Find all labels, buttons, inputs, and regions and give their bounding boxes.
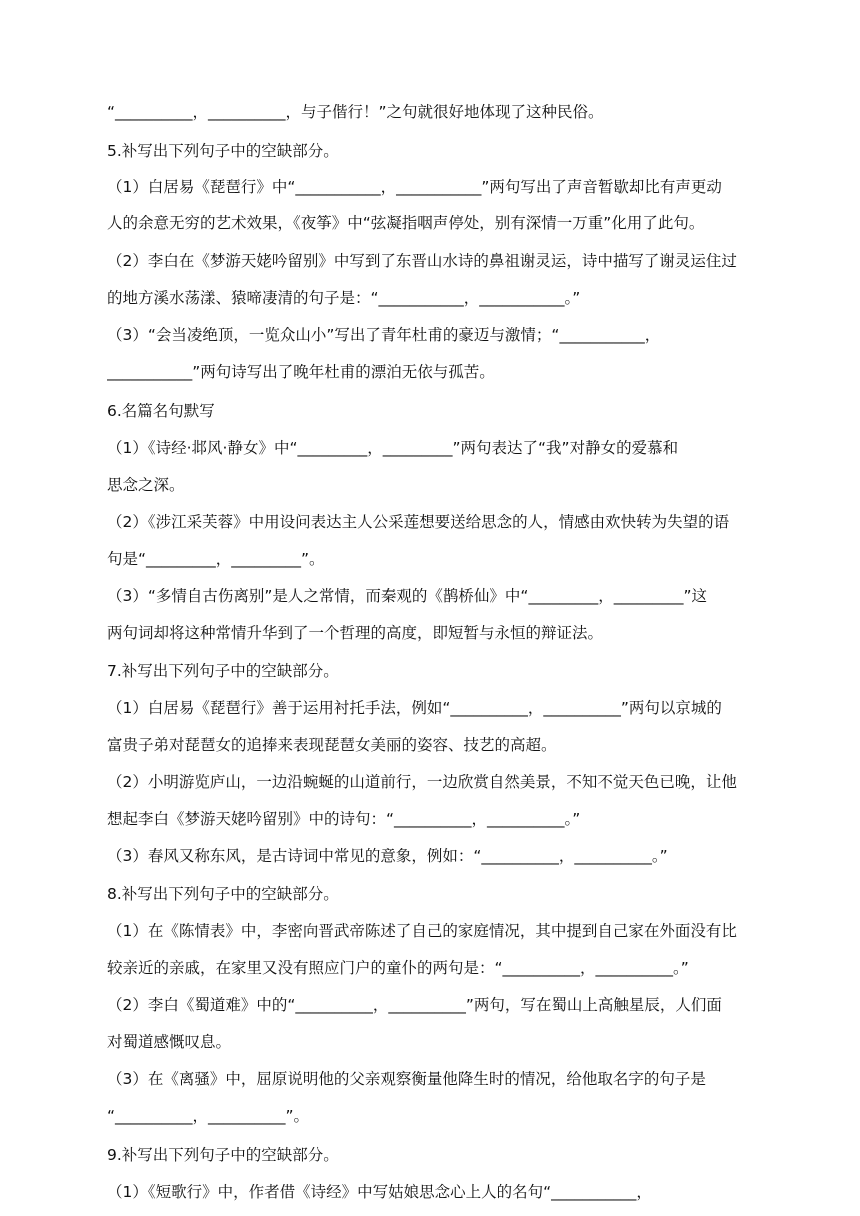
text-line: 两句词却将这种常情升华到了一个哲理的高度，即短暂与永恒的辩证法。 [107, 624, 604, 642]
question-heading: 6.名篇名句默写 [107, 402, 215, 420]
text-line: 对蜀道感慨叹息。 [107, 1033, 232, 1051]
text-line: ___________”两句诗写出了晚年杜甫的漂泊无依与孤苦。 [107, 363, 495, 381]
text-line: （1）在《陈情表》中，李密向晋武帝陈述了自己的家庭情况，其中提到自己家在外面没有比 [107, 922, 737, 940]
text-line: “__________，__________”。 [107, 1107, 310, 1125]
text-line: （3）在《离骚》中，屈原说明他的父亲观察衡量他降生时的情况，给他取名字的句子是 [107, 1070, 706, 1088]
text-line: 句是“_________，_________”。 [107, 550, 325, 568]
text-line: 富贵子弟对琵琶女的追捧来表现琵琶女美丽的姿容、技艺的高超。 [107, 736, 557, 754]
text-line: “__________，__________，与子偕行！”之句就很好地体现了这种民俗。 [107, 103, 604, 121]
text-line: （1）《诗经·邶风·静女》中“_________，_________”两句表达了“我”对静女的爱慕和 [107, 439, 679, 457]
text-line: （1）白居易《琵琶行》善于运用衬托手法，例如“__________，__________”两句以京城的 [107, 699, 722, 717]
text-line: （3）“会当凌绝顶，一览众山小”写出了青年杜甫的豪迈与激情；“___________， [107, 326, 661, 344]
text-line: （3）“多情自古伤离别”是人之常情，而秦观的《鹊桥仙》中“_________，_________”这 [107, 587, 707, 605]
text-line: 的地方溪水荡漾、猿啼凄清的句子是：“___________，___________。” [107, 289, 581, 307]
question-heading: 9.补写出下列句子中的空缺部分。 [107, 1146, 339, 1164]
text-line: 较亲近的亲戚，在家里又没有照应门户的童仆的两句是：“__________，__________。” [107, 959, 689, 977]
question-heading: 8.补写出下列句子中的空缺部分。 [107, 885, 339, 903]
text-line: （2）小明游览庐山，一边沿蜿蜒的山道前行，一边欣赏自然美景，不知不觉天色已晚，让他 [107, 773, 737, 791]
text-line: 想起李白《梦游天姥吟留别》中的诗句：“__________，__________。” [107, 810, 581, 828]
text-line: （3）春风又称东风，是古诗词中常见的意象，例如：“__________，__________。” [107, 847, 668, 865]
text-line: （2）李白在《梦游天姥吟留别》中写到了东晋山水诗的鼻祖谢灵运，诗中描写了谢灵运住过 [107, 252, 737, 270]
question-heading: 5.补写出下列句子中的空缺部分。 [107, 142, 339, 160]
text-line: 人的余意无穷的艺术效果，《夜筝》中“弦凝指咽声停处，别有深情一万重”化用了此句。 [107, 214, 705, 232]
text-line: （1）《短歌行》中，作者借《诗经》中写姑娘思念心上人的名句“___________， [107, 1183, 652, 1201]
text-line: 思念之深。 [107, 476, 185, 494]
question-heading: 7.补写出下列句子中的空缺部分。 [107, 662, 339, 680]
text-line: （2）李白《蜀道难》中的“__________，__________”两句，写在蜀山上高触星辰，人们面 [107, 996, 722, 1014]
text-line: （1）白居易《琵琶行》中“___________，___________”两句写出了声音暂歇却比有声更动 [107, 178, 722, 196]
text-line: （2）《涉江采芙蓉》中用设问表达主人公采莲想要送给思念的人，情感由欢快转为失望的语 [107, 513, 730, 531]
